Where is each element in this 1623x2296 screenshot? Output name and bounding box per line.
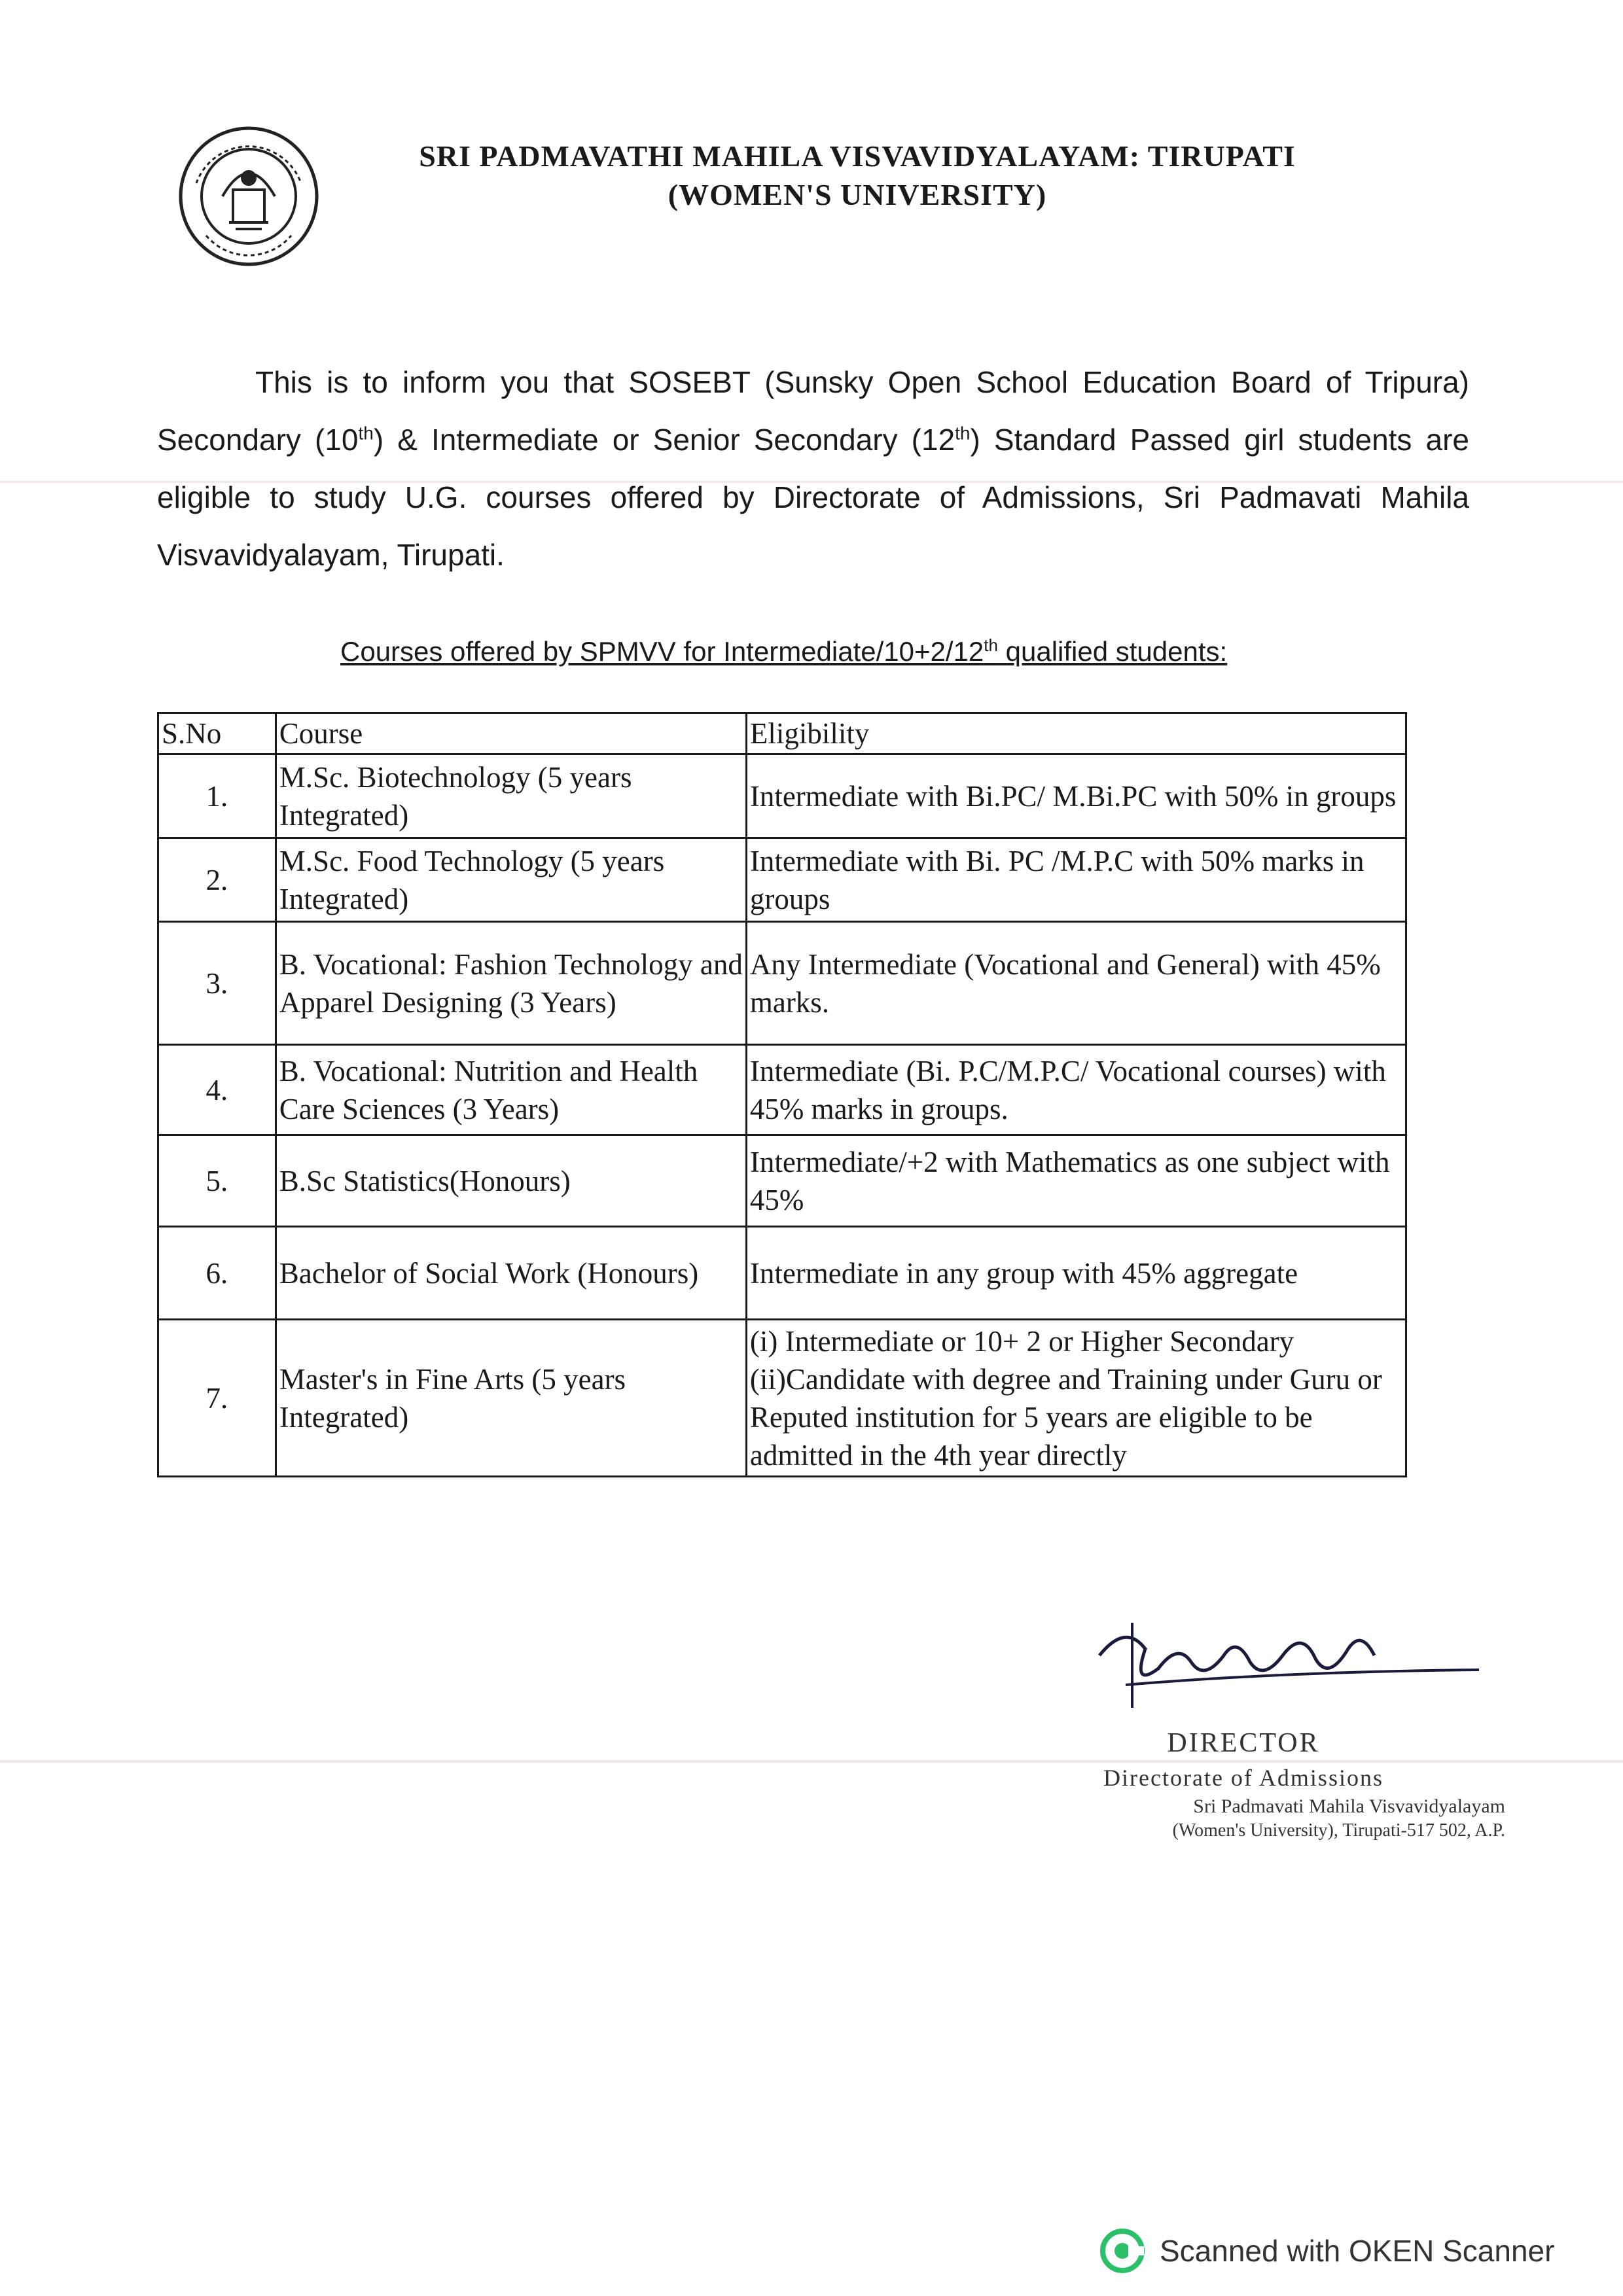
scanner-label: Scanned with OKEN Scanner [1160, 2234, 1555, 2268]
table-row [158, 1227, 1406, 1320]
table-row [158, 838, 1406, 922]
stamp-line-2: Directorate of Admissions [1103, 1765, 1383, 1791]
row-eligibility: Intermediate (Bi. P.C/M.P.C/ Vocational courses) with 45% marks in groups. [746, 1045, 1406, 1135]
intro-text-3: ) Standard Passed girl students are eligible to study U.G. courses offered by Directorate of Admissions, Sri Padmavati Mahila Visvavidyalayam, Tirupati. [157, 423, 1469, 572]
table-row [158, 754, 1406, 838]
row-sno: 2. [158, 838, 276, 922]
intro-paragraph [157, 353, 1469, 584]
row-eligibility: Intermediate in any group with 45% aggregate [746, 1227, 1406, 1320]
row-eligibility: Intermediate with Bi.PC/ M.Bi.PC with 50% in groups [746, 754, 1406, 838]
intro-text-2: ) & Intermediate or Senior Secondary (12 [373, 423, 955, 457]
header-sno: S.No [158, 713, 276, 754]
row-course: Master's in Fine Arts (5 years Integrated) [276, 1320, 746, 1477]
table-row [158, 1320, 1406, 1477]
row-course: M.Sc. Food Technology (5 years Integrated) [276, 838, 746, 922]
row-sno: 4. [158, 1045, 276, 1135]
oken-scanner-icon [1099, 2228, 1145, 2274]
director-signature [1086, 1610, 1492, 1714]
table-header-row [158, 713, 1406, 754]
row-course: B. Vocational: Nutrition and Health Care Sciences (3 Years) [276, 1045, 746, 1135]
stamp-line-3: Sri Padmavati Mahila Visvavidyalayam [1193, 1795, 1505, 1817]
row-eligibility: Intermediate/+2 with Mathematics as one subject with 45% [746, 1135, 1406, 1227]
stamp-line-4: (Women's University), Tirupati-517 502, A.P. [1172, 1820, 1505, 1841]
row-course: Bachelor of Social Work (Honours) [276, 1227, 746, 1320]
courses-table [157, 712, 1407, 1477]
table-heading-text-2: qualified students: [997, 636, 1228, 667]
row-eligibility: (i) Intermediate or 10+ 2 or Higher Secondary (ii)Candidate with degree and Training under Guru or Reputed institution for 5 years are eligible to be admitted in the 4th year directly [746, 1320, 1406, 1477]
table-row [158, 1135, 1406, 1227]
intro-sup-2: th [955, 423, 971, 444]
row-sno: 5. [158, 1135, 276, 1227]
university-seal-logo [177, 124, 321, 268]
table-row [158, 1045, 1406, 1135]
table-heading-text-1: Courses offered by SPMVV for Intermediate/10+2/12 [340, 636, 984, 667]
row-course: B.Sc Statistics(Honours) [276, 1135, 746, 1227]
letterhead [347, 139, 1368, 212]
director-stamp [982, 1727, 1505, 1841]
intro-sup-1: th [358, 423, 374, 444]
row-sno: 7. [158, 1320, 276, 1477]
header-course: Course [276, 713, 746, 754]
intro-text-1: This is to inform you that SOSEBT (Sunsky Open School Education Board of Tripura) Secondary (10 [157, 365, 1469, 457]
scanner-watermark [1099, 2225, 1554, 2277]
row-course: B. Vocational: Fashion Technology and Apparel Designing (3 Years) [276, 922, 746, 1045]
header-eligibility: Eligibility [746, 713, 1406, 754]
row-eligibility: Intermediate with Bi. PC /M.P.C with 50% marks in groups [746, 838, 1406, 922]
row-eligibility: Any Intermediate (Vocational and General) with 45% marks. [746, 922, 1406, 1045]
university-subtitle: (WOMEN'S UNIVERSITY) [668, 178, 1047, 211]
row-course: M.Sc. Biotechnology (5 years Integrated) [276, 754, 746, 838]
university-name: SRI PADMAVATHI MAHILA VISVAVIDYALAYAM: TIRUPATI [419, 139, 1296, 173]
table-heading [340, 636, 1289, 667]
table-row [158, 922, 1406, 1045]
stamp-title: DIRECTOR [1167, 1728, 1320, 1758]
row-sno: 3. [158, 922, 276, 1045]
row-sno: 6. [158, 1227, 276, 1320]
row-sno: 1. [158, 754, 276, 838]
table-heading-sup: th [984, 635, 998, 655]
